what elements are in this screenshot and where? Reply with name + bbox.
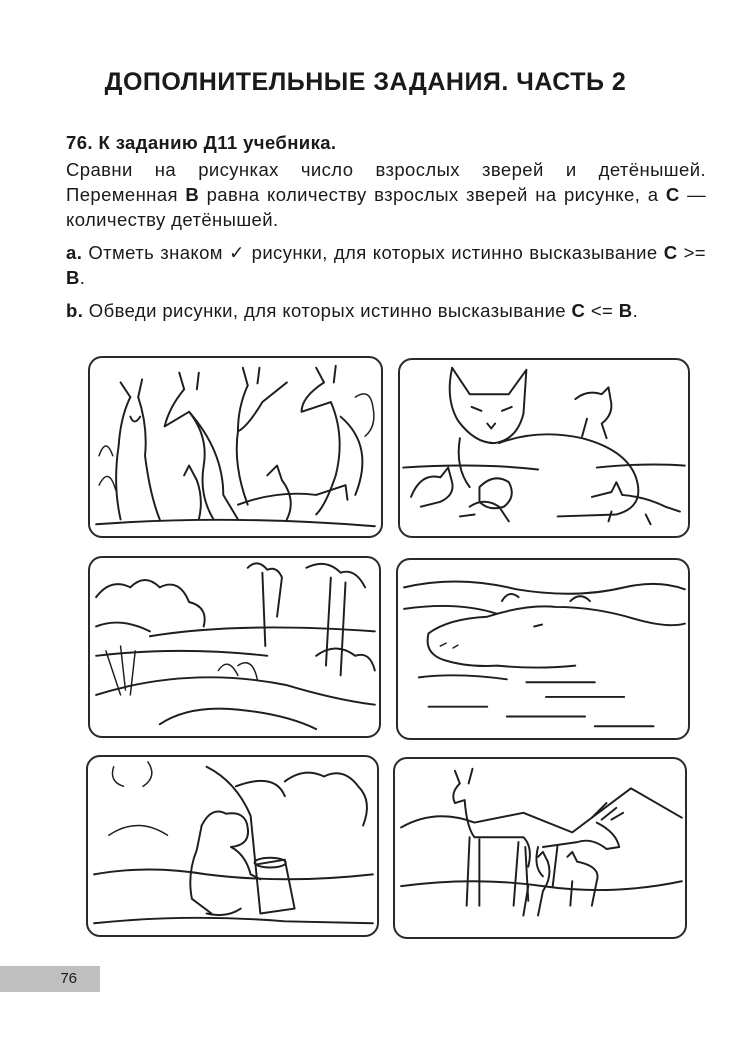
empty-landscape-illustration [90, 558, 379, 736]
picture-goats-with-kids[interactable] [393, 757, 687, 939]
item-b-operator: <= [585, 300, 619, 321]
goats-with-kids-illustration [395, 759, 685, 937]
page-number: 76 [60, 970, 77, 987]
item-b-expr-left: C [571, 300, 586, 321]
page-number-box [0, 966, 100, 992]
task-76 [66, 130, 706, 323]
picture-empty-landscape[interactable] [88, 556, 381, 738]
item-a-expr-right: B [66, 267, 80, 288]
item-a-text: Отметь знаком ✓ рисунки, для которых истинно высказывание [82, 242, 664, 263]
picture-cat-with-kittens[interactable] [398, 358, 690, 538]
task-heading: 76. К заданию Д11 учебника. [66, 132, 337, 153]
hippo-in-water-illustration [398, 560, 688, 738]
item-b-expr-right: B [618, 300, 633, 321]
intro-text-1: Сравни на рисунках число взрослых зверей и детёнышей. Переменная [66, 159, 706, 205]
variable-b: B [185, 184, 200, 205]
item-a-operator: >= [677, 242, 706, 263]
intro-text-3: — количеству детёнышей. [66, 184, 706, 230]
item-a-end: . [79, 267, 86, 288]
intro-text-2: равна количеству взрослых зверей на рисунке, а [199, 184, 666, 205]
variable-c: C [665, 184, 680, 205]
item-b-end: . [632, 300, 639, 321]
page-title: ДОПОЛНИТЕЛЬНЫЕ ЗАДАНИЯ. ЧАСТЬ 2 [104, 68, 627, 96]
bear-with-bucket-illustration [88, 757, 377, 935]
item-a-letter: a. [66, 242, 83, 263]
item-b-text: Обведи рисунки, для которых истинно высказывание [83, 300, 572, 321]
picture-hippo-in-water[interactable] [396, 558, 690, 740]
item-a [66, 240, 706, 290]
item-a-expr-left: C [663, 242, 678, 263]
task-intro [66, 157, 706, 232]
picture-bear-with-bucket[interactable] [86, 755, 379, 937]
kangaroos-illustration [90, 358, 381, 536]
item-b [66, 298, 706, 323]
item-b-letter: b. [66, 300, 84, 321]
cat-with-kittens-illustration [400, 360, 688, 536]
picture-kangaroos[interactable] [88, 356, 383, 538]
